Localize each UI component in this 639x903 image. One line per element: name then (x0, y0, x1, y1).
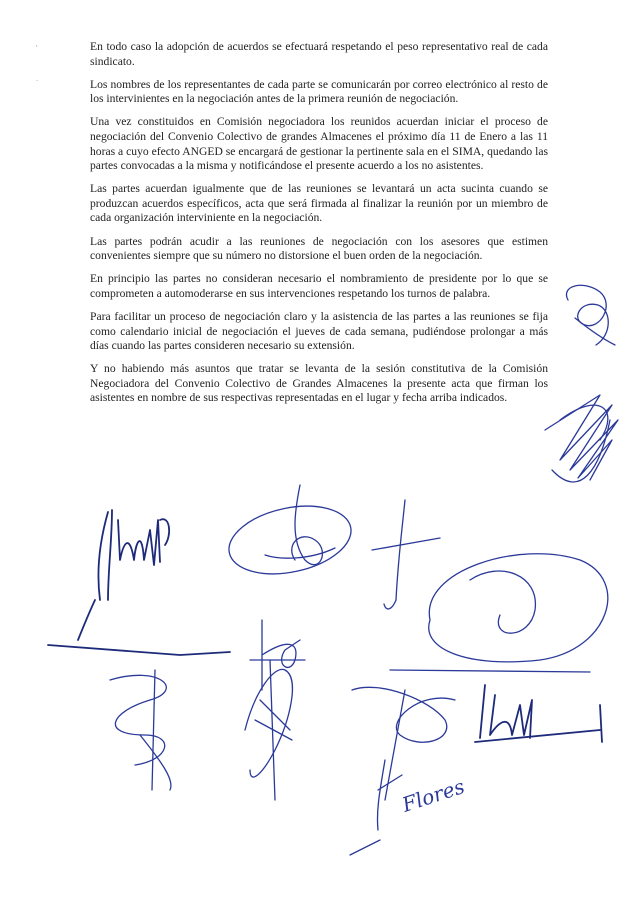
signature-6 (110, 670, 171, 790)
paragraph: Las partes podrán acudir a las reuniones de negociación con los asesores que estimen convenientes siempre que su número no distorsione el buen orden de la negociación. (90, 234, 548, 263)
paragraph: Los nombres de los representantes de cada parte se comunicarán por correo electrónico al resto de los intervinientes en la negociación antes de la primera reunión de negociación. (90, 77, 548, 106)
signature-2 (223, 485, 358, 584)
signature-right-scribble (545, 395, 618, 482)
signature-7 (245, 660, 292, 800)
paragraph: Una vez constituidos en Comisión negociadora los reunidos acuerdan iniciar el proceso de negociación del Convenio Colectivo de grandes Almacenes el próximo día 11 de Enero a las 11 horas a cuyo efecto ANGED se encargará de gestionar la pertinente sala en el SIMA, quedando las partes convocadas a la misma y notificándose el presente acuerdo a los no asistentes. (90, 115, 548, 173)
paragraph: Las partes acuerdan igualmente que de las reuniones se levantará un acta sucinta cuando se produzcan acuerdos específicos, acta que será firmada al finalizar la reunión por un miembro de cada organización interviniente en la negociación. (90, 182, 548, 225)
signature-margin (566, 285, 615, 345)
signature-handwritten-name: Flores (399, 774, 468, 817)
margin-tick-mark: . (36, 74, 39, 83)
signature-8 (352, 687, 455, 800)
signature-1 (48, 510, 230, 655)
paragraph: En todo caso la adopción de acuerdos se efectuará respetando el peso representativo real de cada sindicato. (90, 40, 548, 68)
document-body (90, 40, 548, 414)
paragraph: Para facilitar un proceso de negociación claro y la asistencia de las partes a las reuniones se fija como calendario inicial de negociación el jueves de cada semana, pudiéndose prolongar a más días cuando las partes consideren necesario su extensión. (90, 309, 548, 353)
signature-10 (350, 760, 467, 855)
paragraph: Y no habiendo más asuntos que tratar se levanta de la sesión constitutiva de la Comisión Negociadora del Convenio Colectivo de Grandes Almacenes la presente acta que firman los asistentes en nombre de sus respectivas representadas en el lugar y fecha arriba indicados. (90, 362, 548, 405)
paragraph: En principio las partes no consideran necesario el nombramiento de presidente por lo que se comprometen a automoderarse en sus intervenciones respetando los turnos de palabra. (90, 272, 548, 300)
signature-9 (475, 685, 602, 742)
signature-4 (390, 554, 608, 672)
signature-5 (250, 620, 305, 690)
signature-3 (372, 500, 440, 609)
margin-tick-mark: ' (36, 44, 38, 53)
